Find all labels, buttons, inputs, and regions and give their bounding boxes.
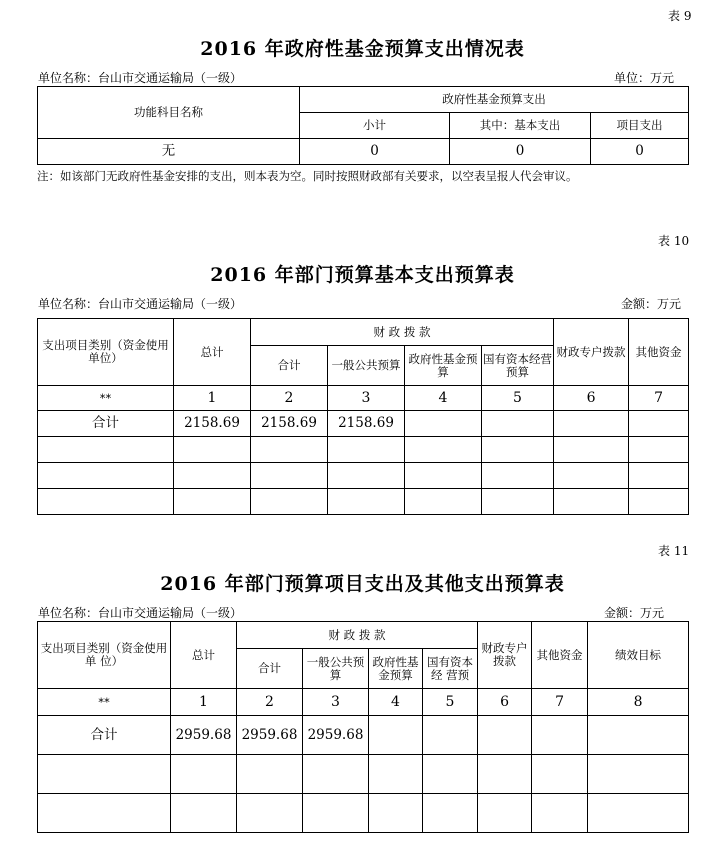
header-special: 财政专户拨款 bbox=[478, 622, 532, 689]
header-subject: 功能科目名称 bbox=[38, 87, 300, 139]
header-category: 支出项目类别（资金使用单位） bbox=[38, 319, 174, 386]
total-cell bbox=[369, 716, 423, 755]
index-row bbox=[38, 689, 689, 716]
total-cell: 2959.68 bbox=[171, 716, 237, 755]
table9-tag: 表 9 bbox=[668, 9, 692, 23]
header-general: 一般公共预算 bbox=[303, 649, 369, 689]
index-cell: 2 bbox=[251, 386, 328, 411]
index-cell: ** bbox=[38, 689, 171, 716]
index-cell: 4 bbox=[369, 689, 423, 716]
header-other: 其他资金 bbox=[532, 622, 588, 689]
total-cell bbox=[423, 716, 478, 755]
total-cell: 2959.68 bbox=[303, 716, 369, 755]
total-row bbox=[38, 411, 689, 437]
table9 bbox=[37, 86, 689, 165]
index-cell: 5 bbox=[423, 689, 478, 716]
header-fiscal: 财 政 拨 款 bbox=[237, 622, 478, 649]
empty-row bbox=[38, 755, 689, 794]
total-cell: 2959.68 bbox=[237, 716, 303, 755]
index-cell: 6 bbox=[478, 689, 532, 716]
total-cell bbox=[588, 716, 689, 755]
total-row bbox=[38, 716, 689, 755]
header-special: 财政专户拨款 bbox=[554, 319, 629, 386]
index-cell: 7 bbox=[532, 689, 588, 716]
total-label: 合计 bbox=[38, 716, 171, 755]
total-cell bbox=[478, 716, 532, 755]
total-cell: 2158.69 bbox=[251, 411, 328, 437]
table10 bbox=[37, 318, 689, 515]
header-target: 绩效目标 bbox=[588, 622, 689, 689]
index-row bbox=[38, 386, 689, 411]
total-cell bbox=[629, 411, 689, 437]
index-cell: 2 bbox=[237, 689, 303, 716]
table-row bbox=[38, 139, 689, 165]
cell-project: 0 bbox=[591, 139, 689, 165]
table10-unit: 金额：万元 bbox=[621, 297, 682, 311]
header-total: 总计 bbox=[171, 622, 237, 689]
index-cell: ** bbox=[38, 386, 174, 411]
total-cell bbox=[405, 411, 482, 437]
index-cell: 8 bbox=[588, 689, 689, 716]
header-sum: 合计 bbox=[237, 649, 303, 689]
index-cell: 6 bbox=[554, 386, 629, 411]
table9-unit-name: 单位名称：台山市交通运输局（一级） bbox=[38, 71, 243, 85]
total-cell bbox=[482, 411, 554, 437]
total-label: 合计 bbox=[38, 411, 174, 437]
table11-unit: 金额：万元 bbox=[604, 606, 665, 620]
cell-subtotal: 0 bbox=[300, 139, 450, 165]
table11-unit-name: 单位名称：台山市交通运输局（一级） bbox=[38, 606, 243, 620]
header-gov-fund: 政府性基金预算 bbox=[405, 346, 482, 386]
table10-title: 2016 年部门预算基本支出预算表 bbox=[210, 264, 515, 286]
empty-row bbox=[38, 794, 689, 833]
header-basic: 其中：基本支出 bbox=[450, 113, 591, 139]
table9-note: 注：如该部门无政府性基金安排的支出，则本表为空。同时按照财政部有关要求，以空表呈报人代会审议。 bbox=[37, 169, 578, 183]
table11 bbox=[37, 621, 689, 833]
table11-title: 2016 年部门预算项目支出及其他支出预算表 bbox=[160, 573, 565, 595]
header-category: 支出项目类别（资金使用单 位） bbox=[38, 622, 171, 689]
header-group: 政府性基金预算支出 bbox=[300, 87, 689, 113]
cell-basic: 0 bbox=[450, 139, 591, 165]
header-state-capital: 国有资本经 营预 bbox=[423, 649, 478, 689]
index-cell: 1 bbox=[171, 689, 237, 716]
table11-tag: 表 11 bbox=[658, 544, 690, 558]
empty-row bbox=[38, 463, 689, 489]
table10-tag: 表 10 bbox=[658, 234, 690, 248]
table9-unit: 单位：万元 bbox=[614, 71, 675, 85]
header-general: 一般公共预算 bbox=[328, 346, 405, 386]
total-cell bbox=[554, 411, 629, 437]
index-cell: 5 bbox=[482, 386, 554, 411]
header-total: 总计 bbox=[174, 319, 251, 386]
header-fiscal: 财 政 拨 款 bbox=[251, 319, 554, 346]
header-gov-fund: 政府性基金预算 bbox=[369, 649, 423, 689]
index-cell: 1 bbox=[174, 386, 251, 411]
total-cell: 2158.69 bbox=[174, 411, 251, 437]
header-project: 项目支出 bbox=[591, 113, 689, 139]
index-cell: 3 bbox=[303, 689, 369, 716]
empty-row bbox=[38, 489, 689, 515]
header-sum: 合计 bbox=[251, 346, 328, 386]
cell-name: 无 bbox=[38, 139, 300, 165]
total-cell bbox=[532, 716, 588, 755]
table10-unit-name: 单位名称：台山市交通运输局（一级） bbox=[38, 297, 243, 311]
header-subtotal: 小计 bbox=[300, 113, 450, 139]
index-cell: 7 bbox=[629, 386, 689, 411]
header-other: 其他资金 bbox=[629, 319, 689, 386]
total-cell: 2158.69 bbox=[328, 411, 405, 437]
empty-row bbox=[38, 437, 689, 463]
header-state-capital: 国有资本经营预算 bbox=[482, 346, 554, 386]
index-cell: 4 bbox=[405, 386, 482, 411]
table9-title: 2016 年政府性基金预算支出情况表 bbox=[200, 38, 525, 60]
index-cell: 3 bbox=[328, 386, 405, 411]
